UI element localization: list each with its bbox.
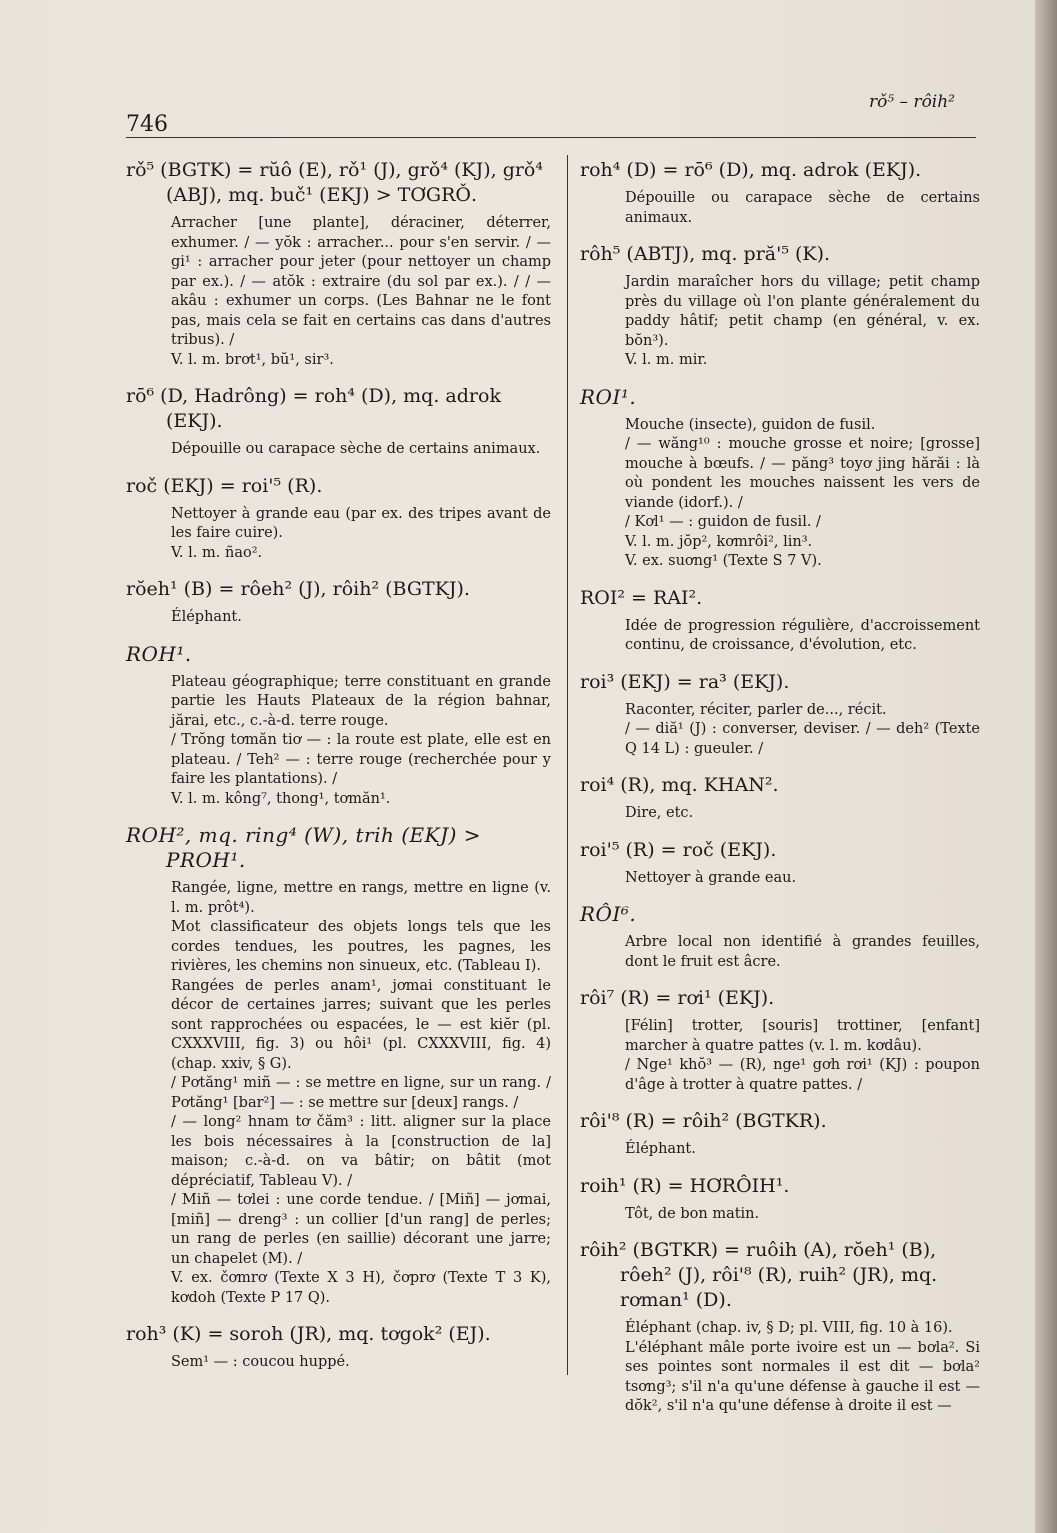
entry-paragraph: Idée de progression régulière, d'accroissement continu, de croissance, d'évolution, etc. xyxy=(625,617,980,653)
entry-paragraph: Raconter, réciter, parler de..., récit. xyxy=(625,701,887,718)
entry-headword: RÔI⁶. xyxy=(580,902,637,926)
entry-headword: roh⁴ (D) = rō⁶ (D), mq. adrok (EKJ). xyxy=(580,159,922,181)
entry-body xyxy=(580,804,980,824)
entry-headword: roi'⁵ (R) = roč (EKJ). xyxy=(580,838,777,861)
entry-headword: roč (EKJ) = roi'⁵ (R). xyxy=(126,474,323,497)
entry-paragraph: / — diă¹ (J) : converser, deviser. / — deh² (Texte Q 14 L) : gueuler. / xyxy=(625,721,980,757)
entry-body xyxy=(126,879,551,1308)
entry-paragraph: Éléphant. xyxy=(625,1141,696,1157)
entry-paragraph: Éléphant. xyxy=(171,609,242,625)
entry-paragraph: V. l. m. jŏp², kơmrôi², lin³. xyxy=(625,533,813,550)
entry-paragraph: Nettoyer à grande eau. xyxy=(625,869,797,886)
dictionary-entry xyxy=(126,577,551,628)
left-column xyxy=(126,158,551,1387)
entry-headword: ROH², mq. ring⁴ (W), trih (EKJ) > PROH¹. xyxy=(126,823,482,872)
entry-body xyxy=(580,933,980,972)
entry-body xyxy=(126,608,551,628)
dictionary-entry xyxy=(126,823,551,1308)
entry-paragraph: / Trŏng tơmăn tiơ — : la route est plate, elle est en plateau. / Teh² — : terre rouge (recherchée pour y faire les plantations). / xyxy=(171,732,551,787)
entry-paragraph: V. ex. čơmrơ (Texte X 3 H), čơprơ (Texte T 3 K), kơdoh (Texte P 17 Q). xyxy=(171,1270,551,1306)
entry-body xyxy=(580,1017,980,1095)
entry-paragraph: Tôt, de bon matin. xyxy=(625,1205,760,1222)
entry-paragraph: / Miñ — tơlei : une corde tendue. / [Miñ] — jơmai, [miñ] — dreng³ : un collier [d'un rang] de perles; un rang de perles (en saillie) décorant une jarre; un chapelet (M). / xyxy=(171,1192,551,1267)
entry-body xyxy=(580,701,980,760)
page-number: 746 xyxy=(126,112,168,137)
entry-headword: rŏeh¹ (B) = rôeh² (J), rôih² (BGTKJ). xyxy=(126,578,470,600)
header-rule xyxy=(126,137,976,138)
dictionary-entry xyxy=(580,586,980,656)
entry-headword: rôi⁷ (R) = rơi¹ (EKJ). xyxy=(580,987,775,1009)
entry-headword: roih¹ (R) = HƠRÔIH¹. xyxy=(580,1174,790,1197)
entry-paragraph: / Nge¹ khŏ³ — (R), nge¹ gơh rơi¹ (KJ) : poupon d'âge à trotter à quatre pattes. / xyxy=(625,1057,980,1093)
entry-body xyxy=(126,214,551,370)
entry-headword: roh³ (K) = soroh (JR), mq. tơgok² (EJ). xyxy=(126,1323,491,1345)
dictionary-entry xyxy=(580,986,980,1095)
entry-body xyxy=(126,505,551,564)
entry-paragraph: Arracher [une plante], déraciner, déterrer, exhumer. / — yŏk : arracher... pour s'en servir. / — gi¹ : arracher pour jeter (pour nettoyer un champ par ex.). / — atŏk : extraire (du sol par ex.). / / — akâu : exhumer un corps. (Les Bahnar ne le font pas, mais cela se fait en certains cas dans d'autres tribus). / xyxy=(171,215,551,348)
dictionary-entry xyxy=(126,1322,551,1373)
entry-paragraph: Mot classificateur des objets longs tels que les cordes tendues, les poutres, les pagnes, les rivières, les chemins non sinueux, etc. (Tableau I). xyxy=(171,919,551,974)
entry-headword: roi⁴ (R), mq. KHAN². xyxy=(580,774,779,796)
entry-paragraph: V. ex. suơng¹ (Texte S 7 V). xyxy=(625,553,822,569)
dictionary-entry xyxy=(580,773,980,824)
entry-headword: ROI² = RAI². xyxy=(580,586,703,609)
entry-body xyxy=(580,1140,980,1160)
entry-paragraph: V. l. m. kông⁷, thong¹, tơmăn¹. xyxy=(171,790,391,807)
entry-body xyxy=(126,440,551,460)
column-divider xyxy=(567,155,568,1375)
entry-headword: rôi'⁸ (R) = rôih² (BGTKR). xyxy=(580,1110,827,1132)
dictionary-entry xyxy=(126,158,551,370)
entry-headword: rō⁶ (D, Hadrông) = roh⁴ (D), mq. adrok (EKJ). xyxy=(126,385,501,432)
entry-body xyxy=(580,1205,980,1225)
entry-body xyxy=(580,273,980,371)
entry-paragraph: V. l. m. ñao². xyxy=(171,544,263,561)
dictionary-entry xyxy=(580,242,980,371)
entry-headword: ROI¹. xyxy=(580,384,637,409)
entry-paragraph: Sem¹ — : coucou huppé. xyxy=(171,1354,350,1370)
dictionary-entry xyxy=(126,474,551,564)
entry-paragraph: Jardin maraîcher hors du village; petit champ près du village où l'on plante généralement du paddy hâtif; petit champ (en général, v. ex. bŏn³). xyxy=(625,274,980,349)
entry-paragraph: Dépouille ou carapace sèche de certains animaux. xyxy=(625,190,980,226)
entry-paragraph: Mouche (insecte), guidon de fusil. xyxy=(625,416,876,433)
right-column xyxy=(580,158,980,1431)
entry-headword: rôih² (BGTKR) = ruôih (A), rŏeh¹ (B), rôeh² (J), rôi'⁸ (R), ruih² (JR), mq. rơman¹ (D). xyxy=(580,1239,938,1311)
entry-paragraph: Éléphant (chap. iv, § D; pl. VIII, fig. 10 à 16). xyxy=(625,1320,953,1336)
entry-paragraph: / Pơtăng¹ miñ — : se mettre en ligne, sur un rang. / Pơtăng¹ [bar²] — : se mettre sur [deux] rangs. / xyxy=(171,1075,551,1111)
entry-paragraph: V. l. m. mir. xyxy=(625,352,708,368)
entry-headword: ROH¹. xyxy=(126,641,192,666)
entry-paragraph: / — long² hnam tơ čăm³ : litt. aligner sur la place les bois nécessaires à la [construction de la] maison; c.-à-d. on va bâtir; on bâtit (mot dépréciatif, Tableau V). / xyxy=(171,1114,551,1189)
entry-paragraph: Nettoyer à grande eau (par ex. des tripes avant de les faire cuire). xyxy=(171,505,551,541)
entry-body xyxy=(580,617,980,656)
entry-paragraph: L'éléphant mâle porte ivoire est un — bơla². Si ses pointes sont normales il est dit — bơla² tsơng³; s'il n'a qu'une défense à gauche il est — dŏk², s'il n'a qu'une défense à droite il est — xyxy=(625,1339,980,1414)
entry-paragraph: Rangées de perles anam¹, jơmai constituant le décor de certaines jarres; suivant que les perles sont rapprochées ou espacées, le — est kiĕr (pl. CXXXVIII, fig. 3) ou hôi¹ (pl. CXXXVIII, fig. 4) (chap. xxiv, § G). xyxy=(171,977,551,1072)
entry-body xyxy=(580,189,980,228)
entry-body xyxy=(126,673,551,810)
dictionary-entry xyxy=(580,385,980,572)
entry-paragraph: Dépouille ou carapace sèche de certains animaux. xyxy=(171,441,541,457)
entry-body xyxy=(126,1353,551,1373)
book-gutter xyxy=(1035,0,1057,1533)
entry-paragraph: Arbre local non identifié à grandes feuilles, dont le fruit est âcre. xyxy=(625,934,980,970)
entry-paragraph: Plateau géographique; terre constituant en grande partie les Hauts Plateaux de la région bahnar, jărai, etc., c.-à-d. terre rouge. xyxy=(171,673,551,729)
entry-headword: roi³ (EKJ) = ra³ (EKJ). xyxy=(580,670,790,693)
entry-headword: rôh⁵ (ABTJ), mq. pră'⁵ (K). xyxy=(580,243,831,265)
entry-paragraph: / — wăng¹⁰ : mouche grosse et noire; [grosse] mouche à bœufs. / — păng³ toyơ jing hărăi : là où pondent les mouches naissent les vers de viande (idorf.). / xyxy=(625,436,980,511)
dictionary-entry xyxy=(580,670,980,760)
dictionary-entry xyxy=(580,1109,980,1160)
entry-paragraph: [Félin] trotter, [souris] trottiner, [enfant] marcher à quatre pattes (v. l. m. kơdâu). xyxy=(625,1018,980,1054)
dictionary-entry xyxy=(580,158,980,228)
dictionary-entry xyxy=(580,1174,980,1225)
entry-paragraph: V. l. m. brơt¹, bŭ¹, sir³. xyxy=(171,351,334,368)
running-head: rǒ⁵ – rôih² xyxy=(868,92,955,112)
entry-body xyxy=(580,1319,980,1417)
entry-paragraph: / Kơl¹ — : guidon de fusil. / xyxy=(625,514,821,530)
dictionary-entry xyxy=(126,642,551,810)
entry-body xyxy=(580,869,980,889)
entry-paragraph: Rangée, ligne, mettre en rangs, mettre en ligne (v. l. m. prôt⁴). xyxy=(171,880,551,916)
dictionary-entry xyxy=(580,1238,980,1417)
dictionary-entry xyxy=(580,838,980,889)
dictionary-entry xyxy=(126,384,551,460)
dictionary-entry xyxy=(580,902,980,972)
entry-paragraph: Dire, etc. xyxy=(625,805,694,821)
entry-headword: rǒ⁵ (BGTK) = rŭô (E), rǒ¹ (J), grǒ⁴ (KJ), grǒ⁴ (ABJ), mq. buč¹ (EKJ) > TƠGRǑ. xyxy=(126,159,543,206)
entry-body xyxy=(580,416,980,572)
